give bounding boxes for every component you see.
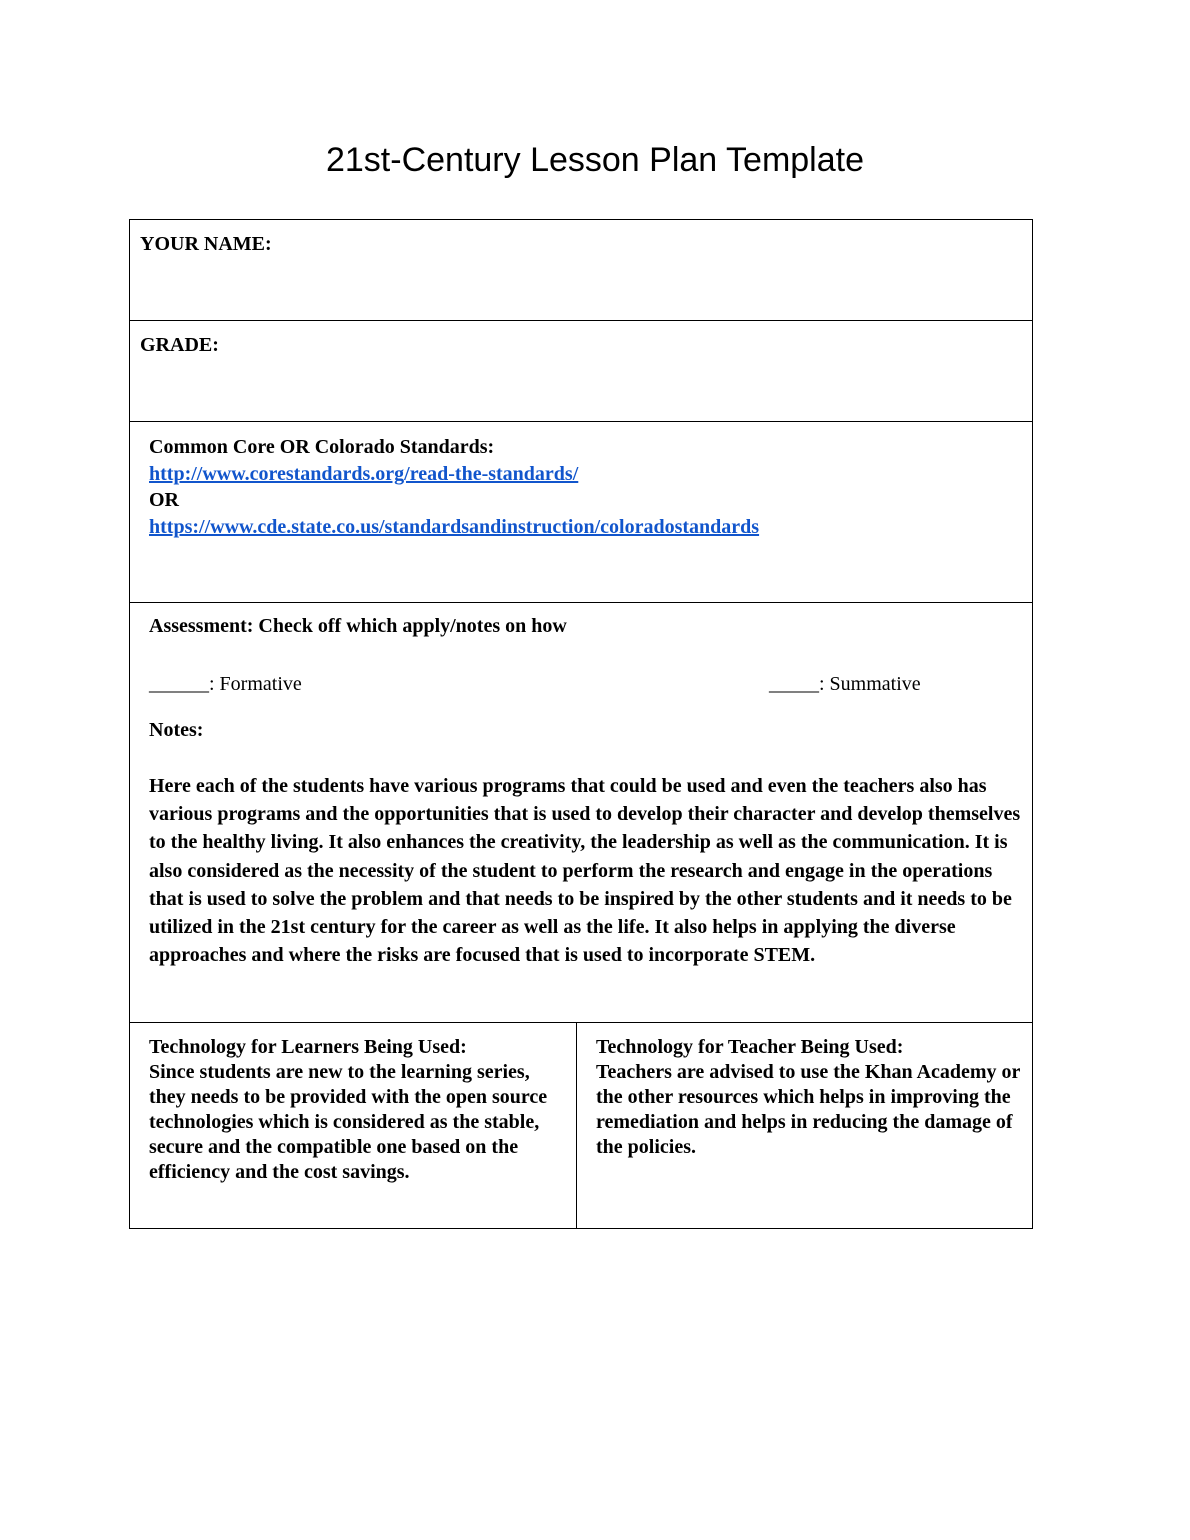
notes-label: Notes: (149, 719, 204, 741)
standards-or-text: OR (149, 489, 179, 511)
notes-text: Here each of the students have various programs that could be used and even the teachers also has various programs and the opportunities that is used to develop their character and develop themselves to the healthy living. It also enhances the creativity, the leadership as well as the communication. It is also considered as the necessity of the student to perform the research and engage in the operations that is used to solve the problem and that needs to be inspired by the other students and it needs to be utilized in the 21st century for the career as well as the life. It also helps in applying the diverse approaches and where the risks are focused that is used to incorporate STEM. (149, 775, 1021, 967)
core-standards-link[interactable]: http://www.corestandards.org/read-the-standards/ (149, 462, 579, 485)
assessment-row (130, 603, 1033, 1023)
grade-cell[interactable] (130, 321, 1033, 422)
learners-tech-text: Since students are new to the learning series, they needs to be provided with the open source technologies which is considered as the stable, secure and the compatible one based on the efficiency and the cost savings. (149, 1061, 548, 1183)
summative-checkbox-line[interactable]: _____: Summative (769, 673, 921, 695)
teacher-tech-text: Teachers are advised to use the Khan Academy or the other resources which helps in improving the remediation and helps in reducing the damage of the policies. (596, 1061, 1021, 1158)
name-row (130, 220, 1033, 321)
lesson-plan-table (129, 219, 1033, 1229)
assessment-cell (130, 603, 1033, 1023)
colorado-standards-link[interactable]: https://www.cde.state.co.us/standardsandinstruction/coloradostandards (149, 515, 760, 538)
assessment-heading: Assessment: Check off which apply/notes on how (149, 615, 567, 637)
assessment-checklist (130, 672, 1032, 702)
standards-cell (130, 422, 1033, 603)
technology-row (130, 1023, 1033, 1229)
teacher-tech-cell (577, 1023, 1033, 1229)
learners-tech-cell (130, 1023, 577, 1229)
standards-heading: Common Core OR Colorado Standards: (149, 436, 495, 458)
page-title: 21st-Century Lesson Plan Template (325, 141, 864, 179)
name-cell[interactable] (130, 220, 1033, 321)
grade-label: GRADE: (140, 334, 219, 356)
standards-row (130, 422, 1033, 603)
teacher-tech-heading: Technology for Teacher Being Used: (596, 1036, 904, 1058)
formative-checkbox-line[interactable]: ______: Formative (149, 673, 302, 695)
grade-row (130, 321, 1033, 422)
name-label: YOUR NAME: (140, 233, 272, 255)
learners-tech-heading: Technology for Learners Being Used: (149, 1036, 467, 1058)
